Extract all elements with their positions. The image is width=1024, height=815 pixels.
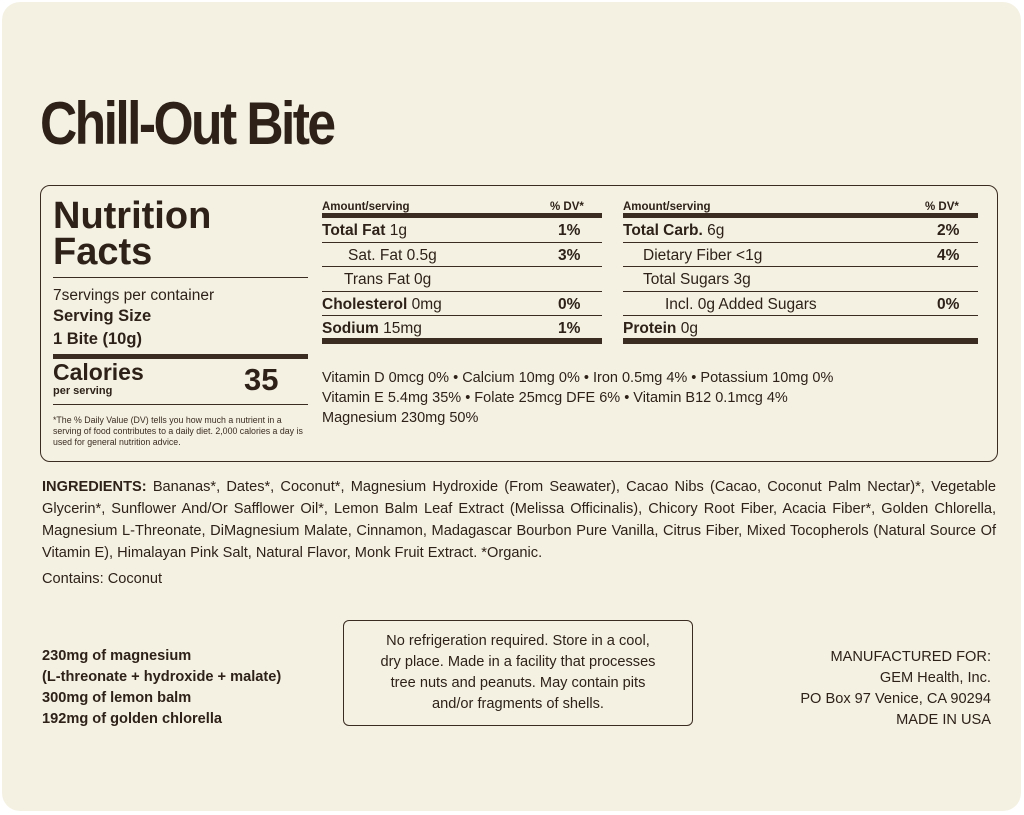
claim-item: 300mg of lemon balm [42,690,192,706]
header-dv: % DV* [550,201,584,213]
nutrient-row-total-sugars: Total Sugars 3g [623,267,978,292]
header-amount: Amount/serving [322,201,410,213]
storage-notice: No refrigeration required. Store in a cool, dry place. Made in a facility that processes tree nuts and peanuts. May contain pits and/or fragments of shells. [343,620,693,726]
nutrient-row-trans-fat: Trans Fat 0g [322,267,602,292]
vitamins-minerals: Vitamin D 0mcg 0% • Calcium 10mg 0% • Iron 0.5mg 4% • Potassium 10mg 0% Vitamin E 5.4mg 35% • Folate 25mcg DFE 6% • Vitamin B12 0.1mcg 4% Magnesium 230mg 50% [322,370,834,426]
column-header [623,196,978,218]
serving-size-label: Serving Size [53,307,152,325]
divider [53,277,308,278]
nutrient-column-right [623,196,978,344]
nutrient-row-added-sugars: Incl. 0g Added Sugars 0% [623,292,978,317]
serving-size-value: 1 Bite (10g) [53,330,142,348]
column-header [322,196,602,218]
nutrient-row-dietary-fiber: Dietary Fiber <1g 4% [623,243,978,268]
calories-sub: per serving [53,385,113,397]
nutrient-row-sat-fat: Sat. Fat 0.5g 3% [322,243,602,268]
allergen-contains: Contains: Coconut [42,571,163,587]
nutrient-row-cholesterol: Cholesterol 0mg 0% [322,292,602,317]
nutrient-row-total-carb: Total Carb. 6g 2% [623,218,978,243]
product-claims [42,646,281,730]
divider [53,404,308,405]
calories-label: Calories [53,359,144,385]
nutrient-row-sodium: Sodium 15mg 1% [322,316,602,344]
ingredients-list [42,476,996,564]
nutrition-facts-heading: Nutrition Facts [53,195,212,273]
claim-item: (L-threonate + hydroxide + malate) [42,669,282,685]
ingredients-text: Bananas*, Dates*, Coconut*, Magnesium Hydroxide (From Seawater), Cacao Nibs (Cacao, Coconut Palm Nectar)*, Vegetable Glycerin*, Sunflower And/Or Safflower Oil*, Lemon Balm Leaf Extract (Melissa Officinalis), Chicory Root Fiber, Acacia Fiber*, Golden Chlorella, Magnesium L-Threonate, DiMagnesium Malate, Cinnamon, Madagascar Bourbon Pure Vanilla, Citrus Fiber, Mixed Tocopherols (Natural Source Of Vitamin E), Himalayan Pink Salt, Natural Flavor, Monk Fruit Extract. *Organic. [42,479,996,561]
nutrient-row-protein: Protein 0g [623,316,978,344]
nutrient-column-left [322,196,602,344]
servings-per-container: 7servings per container [53,287,215,304]
calories-value: 35 [244,362,279,397]
ingredients-label: INGREDIENTS: [42,479,147,495]
dv-footnote: *The % Daily Value (DV) tells you how much a nutrient in a serving of food contributes to a daily diet. 2,000 calories a day is used for general nutrition advice. [53,415,303,447]
nutrient-row-total-fat: Total Fat 1g 1% [322,218,602,243]
manufacturer-info: MANUFACTURED FOR: GEM Health, Inc. PO Box 97 Venice, CA 90294 MADE IN USA [800,649,991,728]
claim-item: 230mg of magnesium [42,648,192,664]
header-dv: % DV* [925,201,959,213]
product-title: Chill-Out Bite [40,90,334,157]
claim-item: 192mg of golden chlorella [42,711,223,727]
header-amount: Amount/serving [623,201,711,213]
label-panel [2,2,1021,811]
nutrition-facts-box [40,185,998,462]
